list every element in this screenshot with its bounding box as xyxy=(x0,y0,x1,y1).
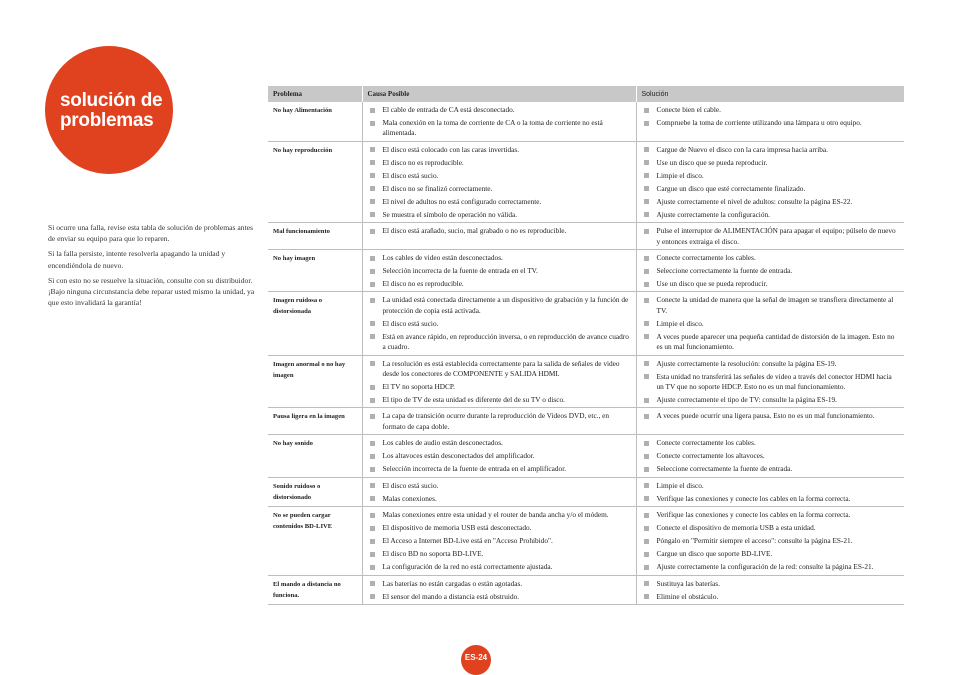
solution-item: Ajuste correctamente el nivel de adultos: consulte la página ES-22. xyxy=(642,197,900,207)
cause-item: El disco está sucio. xyxy=(368,319,631,329)
solution-item: Conecte correctamente los altavoces. xyxy=(642,451,900,461)
cause-item: El TV no soporta HDCP. xyxy=(368,382,631,392)
cause-list xyxy=(368,295,631,352)
cause-cell xyxy=(362,408,636,435)
cause-item: Se muestra el símbolo de operación no válida. xyxy=(368,210,631,220)
solution-item: Cargue de Nuevo el disco con la cara impresa hacia arriba. xyxy=(642,145,900,155)
cause-cell xyxy=(362,250,636,292)
solution-cell xyxy=(636,435,904,477)
cause-item: La configuración de la red no está correctamente ajustada. xyxy=(368,562,631,572)
cause-list xyxy=(368,359,631,406)
cause-item: El sensor del mando a distancia está obstruido. xyxy=(368,592,631,602)
cause-item: La capa de transición ocurre durante la reproducción de Videos DVD, etc., en formato de capa doble. xyxy=(368,411,631,432)
table-row xyxy=(268,292,904,355)
solution-cell xyxy=(636,575,904,604)
cause-cell xyxy=(362,507,636,575)
solution-item: Pulse el interruptor de ALIMENTACIÓN para apagar el equipo; púlselo de nuevo y entonces extraiga el disco. xyxy=(642,226,900,247)
table-body xyxy=(268,102,904,604)
cause-list xyxy=(368,579,631,602)
cause-item: Los altavoces están desconectados del amplificador. xyxy=(368,451,631,461)
cause-item: El disco está arañado, sucio, mal grabado o no es reproducible. xyxy=(368,226,631,236)
cause-item: El disco no es reproducible. xyxy=(368,158,631,168)
intro-paragraph: Si con esto no se resuelve la situación, consulte con su distribuidor. ¡Bajo ninguna circunstancia debe reparar usted mismo la unidad, ya que esto invalidará la garantía! xyxy=(48,275,255,308)
table-row xyxy=(268,250,904,292)
cause-list xyxy=(368,411,631,432)
solution-list xyxy=(642,481,900,504)
table-row xyxy=(268,408,904,435)
cause-cell xyxy=(362,435,636,477)
cause-item: Las baterías no están cargadas o están agotadas. xyxy=(368,579,631,589)
cause-cell xyxy=(362,102,636,141)
solution-item: Conecte el dispositivo de memoria USB a esta unidad. xyxy=(642,523,900,533)
intro-paragraph: Si la falla persiste, intente resolverla apagando la unidad y encendiéndola de nuevo. xyxy=(48,249,226,270)
solution-item: Use un disco que se pueda reproducir. xyxy=(642,158,900,168)
solution-item: Conecte correctamente los cables. xyxy=(642,253,900,263)
solution-item: Conecte correctamente los cables. xyxy=(642,438,900,448)
page-number-badge xyxy=(461,645,491,675)
solution-item: Limpie el disco. xyxy=(642,481,900,491)
cause-item: El disco está sucio. xyxy=(368,481,631,491)
cause-cell xyxy=(362,575,636,604)
solution-cell xyxy=(636,223,904,250)
cause-item: La unidad está conectada directamente a un dispositivo de grabación y la función de protección de copia está activada. xyxy=(368,295,631,316)
cause-item: Los cables de video están desconectados. xyxy=(368,253,631,263)
solution-item: Sustituya las baterías. xyxy=(642,579,900,589)
solution-cell xyxy=(636,408,904,435)
solution-list xyxy=(642,145,900,220)
cause-item: Malas conexiones entre esta unidad y el router de banda ancha y/o el módem. xyxy=(368,510,631,520)
solution-list xyxy=(642,105,900,128)
header-problem: Problema xyxy=(268,86,362,102)
solution-item: Ajuste correctamente la configuración. xyxy=(642,210,900,220)
problem-cell: No hay sonido xyxy=(268,435,362,477)
cause-item: El disco está colocado con las caras invertidas. xyxy=(368,145,631,155)
cause-cell xyxy=(362,292,636,355)
cause-item: Selección incorrecta de la fuente de entrada en el amplificador. xyxy=(368,464,631,474)
cause-cell xyxy=(362,223,636,250)
cause-item: La resolución es está establecida correctamente para la salida de señales de video desde los conectores de COMPONENTE y SALIDA HDMI. xyxy=(368,359,631,380)
cause-list xyxy=(368,145,631,220)
solution-item: Seleccione correctamente la fuente de entrada. xyxy=(642,464,900,474)
problem-cell: Sonido ruidoso o distorsionado xyxy=(268,477,362,506)
solution-item: Use un disco que se pueda reproducir. xyxy=(642,279,900,289)
solution-item: Verifique las conexiones y conecte los cables en la forma correcta. xyxy=(642,494,900,504)
solution-cell xyxy=(636,477,904,506)
solution-list xyxy=(642,411,900,421)
solution-item: Ajuste correctamente el tipo de TV: consulte la página ES-19. xyxy=(642,395,900,405)
solution-cell xyxy=(636,507,904,575)
solution-item: A veces puede aparecer una pequeña cantidad de distorsión de la imagen. Esto no es un mal funcionamiento. xyxy=(642,332,900,353)
solution-item: Limpie el disco. xyxy=(642,319,900,329)
cause-cell xyxy=(362,355,636,408)
solution-item: Conecte bien el cable. xyxy=(642,105,900,115)
solution-item: Seleccione correctamente la fuente de entrada. xyxy=(642,266,900,276)
problem-cell: No se pueden cargar contenidos BD-LIVE xyxy=(268,507,362,575)
solution-item: Ajuste correctamente la resolución: consulte la página ES-19. xyxy=(642,359,900,369)
solution-item: Compruebe la toma de corriente utilizando una lámpara u otro equipo. xyxy=(642,118,900,128)
solution-list xyxy=(642,438,900,474)
problem-cell: Pausa ligera en la imagen xyxy=(268,408,362,435)
table-row xyxy=(268,435,904,477)
solution-cell xyxy=(636,250,904,292)
table-row xyxy=(268,223,904,250)
problem-cell: Mal funcionamiento xyxy=(268,223,362,250)
cause-item: Está en avance rápido, en reproducción inversa, o en reproducción de avance cuadro a cuadro. xyxy=(368,332,631,353)
table-row xyxy=(268,507,904,575)
solution-list xyxy=(642,295,900,352)
table-row xyxy=(268,355,904,408)
cause-item: El disco no se finalizó correctamente. xyxy=(368,184,631,194)
solution-cell xyxy=(636,141,904,222)
solution-cell xyxy=(636,102,904,141)
problem-cell: Imagen anormal o no hay imagen xyxy=(268,355,362,408)
cause-list xyxy=(368,481,631,504)
cause-item: Los cables de audio están desconectados. xyxy=(368,438,631,448)
cause-list xyxy=(368,105,631,139)
intro-paragraph: Si ocurre una falla, revise esta tabla de solución de problemas antes de enviar su equipo para que lo reparen. xyxy=(48,223,253,244)
table-row xyxy=(268,477,904,506)
problem-cell: Imagen ruidosa o distorsionada xyxy=(268,292,362,355)
cause-item: Selección incorrecta de la fuente de entrada en el TV. xyxy=(368,266,631,276)
header-cause: Causa Posible xyxy=(362,86,636,102)
cause-item: El dispositivo de memoria USB está desconectado. xyxy=(368,523,631,533)
intro-text xyxy=(48,222,258,312)
cause-cell xyxy=(362,477,636,506)
problem-cell: No hay reproducción xyxy=(268,141,362,222)
solution-item: Ajuste correctamente la configuración de la red: consulte la página ES-21. xyxy=(642,562,900,572)
table-row xyxy=(268,102,904,141)
header-solution: Solución xyxy=(636,86,904,102)
title-circle xyxy=(45,46,173,174)
solution-item: Limpie el disco. xyxy=(642,171,900,181)
solution-cell xyxy=(636,355,904,408)
cause-list xyxy=(368,226,631,236)
cause-item: El disco está sucio. xyxy=(368,171,631,181)
cause-item: El nivel de adultos no está configurado correctamente. xyxy=(368,197,631,207)
cause-list xyxy=(368,438,631,474)
cause-cell xyxy=(362,141,636,222)
cause-item: El disco no es reproducible. xyxy=(368,279,631,289)
problem-cell: No hay imagen xyxy=(268,250,362,292)
solution-item: Verifique las conexiones y conecte los cables en la forma correcta. xyxy=(642,510,900,520)
cause-item: El tipo de TV de esta unidad es diferente del de su TV o disco. xyxy=(368,395,631,405)
solution-list xyxy=(642,510,900,572)
problem-cell: No hay Alimentación xyxy=(268,102,362,141)
cause-item: El cable de entrada de CA está desconectado. xyxy=(368,105,631,115)
solution-item: Conecte la unidad de manera que la señal de imagen se transfiera directamente al TV. xyxy=(642,295,900,316)
problem-cell: El mando a distancia no funciona. xyxy=(268,575,362,604)
cause-item: El disco BD no soporta BD-LIVE. xyxy=(368,549,631,559)
troubleshooting-table xyxy=(268,86,905,605)
solution-cell xyxy=(636,292,904,355)
table-header-row xyxy=(268,86,904,102)
solution-list xyxy=(642,359,900,406)
cause-list xyxy=(368,253,631,289)
page-title: solución de problemas xyxy=(60,90,163,131)
solution-list xyxy=(642,226,900,247)
page-number: ES-24 xyxy=(464,653,488,662)
solution-item: Elimine el obstáculo. xyxy=(642,592,900,602)
table-row xyxy=(268,141,904,222)
solution-list xyxy=(642,579,900,602)
cause-item: Malas conexiones. xyxy=(368,494,631,504)
solution-list xyxy=(642,253,900,289)
solution-item: A veces puede ocurrir una ligera pausa. Esto no es un mal funcionamiento. xyxy=(642,411,900,421)
cause-item: Mala conexión en la toma de corriente de CA o la toma de corriente no está alimentada. xyxy=(368,118,631,139)
cause-list xyxy=(368,510,631,572)
solution-item: Esta unidad no transferirá las señales de video a través del conector HDMI hacia un TV que no soporte HDCP. Esto no es un mal funcionamiento. xyxy=(642,372,900,393)
solution-item: Póngalo en "Permitir siempre el acceso": consulte la página ES-21. xyxy=(642,536,900,546)
cause-item: El Acceso a Internet BD-Live está en "Acceso Prohibido". xyxy=(368,536,631,546)
solution-item: Cargue un disco que soporte BD-LIVE. xyxy=(642,549,900,559)
solution-item: Cargue un disco que esté correctamente finalizado. xyxy=(642,184,900,194)
table-row xyxy=(268,575,904,604)
